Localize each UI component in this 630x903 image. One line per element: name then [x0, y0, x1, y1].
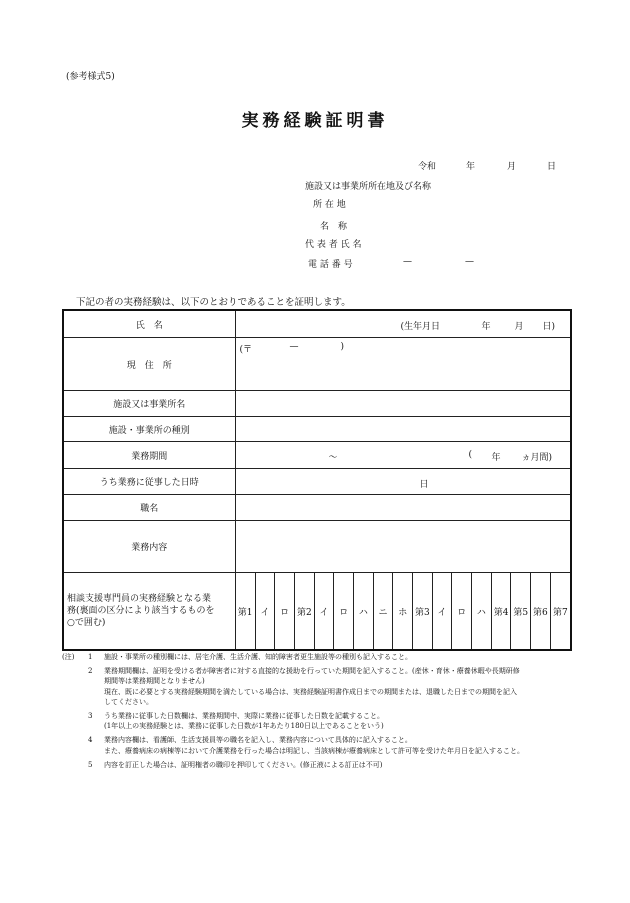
issuer-name-label: 名 称	[320, 222, 348, 232]
date-era: 令和	[418, 162, 437, 172]
date-month: 月	[507, 162, 517, 172]
period-tilde: 〜	[328, 453, 338, 463]
experience-label-line: ○で囲む)	[67, 618, 106, 628]
row-period	[63, 442, 571, 469]
note-line: 現在、既に必要とする実務経験期間を満たしている場合は、実務経験証明書作成日までの期間または、退職した日までの期間を記入	[104, 687, 517, 696]
days-label: うち業務に従事した日時	[63, 469, 235, 495]
dob-open: (生年月日	[400, 322, 441, 332]
days-unit: 日	[419, 480, 429, 490]
note-line: (1年以上の実務経験とは、業務に従事した日数が1年あたり180日以上であることをいう)	[104, 722, 384, 731]
facility-type-field[interactable]	[235, 417, 571, 442]
category-cell[interactable]: 第2	[295, 573, 315, 649]
category-cell[interactable]: 第6	[531, 573, 551, 649]
notes-heading: (注)	[62, 653, 75, 661]
name-field[interactable]	[235, 310, 571, 338]
duties-field[interactable]	[235, 521, 571, 573]
category-cell[interactable]: イ	[314, 573, 334, 649]
form-reference-label: (参考様式5)	[66, 72, 115, 82]
row-facility-name	[63, 391, 571, 417]
dob-year: 年	[481, 322, 491, 332]
experience-label-line: 相談支援専門員の実務経験となる業	[67, 594, 212, 604]
postal-dash: —	[289, 342, 299, 352]
experience-label	[63, 573, 235, 651]
category-cell[interactable]: イ	[432, 573, 452, 649]
row-experience	[63, 573, 571, 651]
address-field[interactable]	[235, 338, 571, 391]
category-cell[interactable]: ハ	[472, 573, 492, 649]
row-days	[63, 469, 571, 495]
category-cell[interactable]: ホ	[393, 573, 413, 649]
note-line: 業務内容欄は、看護師、生活支援員等の職名を記入し、業務内容について具体的に記入すること。	[104, 736, 412, 745]
category-cell[interactable]: ハ	[354, 573, 374, 649]
row-facility-type	[63, 417, 571, 442]
period-year: 年	[491, 453, 501, 463]
period-open: (	[468, 450, 473, 460]
document-title: 実務経験証明書	[241, 111, 389, 131]
category-cell[interactable]: 第3	[413, 573, 433, 649]
postal-open: (〒	[239, 345, 253, 355]
phone-label: 電 話 番 号	[308, 260, 353, 270]
category-cell[interactable]: ロ	[452, 573, 472, 649]
row-duties	[63, 521, 571, 573]
issuer-address-label: 所 在 地	[313, 200, 346, 210]
date-year: 年	[466, 162, 476, 172]
note-line: 業務期間欄は、証明を受ける者が障害者に対する直接的な援助を行っていた期間を記入すること。(産休・育休・療養休暇や長期研修	[104, 667, 520, 676]
note-line: また、療養病床の病棟等において介護業務を行った場合は明記し、当該病棟が療養病床として許可等を受けた年月日を記入すること。	[104, 746, 524, 755]
dob-day: 日)	[542, 322, 556, 332]
period-label: 業務期間	[63, 442, 235, 469]
category-cell[interactable]: 第4	[491, 573, 511, 649]
note-number: 3	[88, 711, 93, 720]
experience-label-line: 務(裏面の区分により該当するものを	[67, 606, 215, 616]
duties-label: 業務内容	[63, 521, 235, 573]
note-line: うち業務に従事した日数欄は、業務期間中、実際に業務に従事した日数を記載すること。	[104, 711, 384, 720]
days-field[interactable]	[235, 469, 571, 495]
category-cell[interactable]: イ	[255, 573, 275, 649]
facility-name-label: 施設又は事業所名	[63, 391, 235, 417]
facility-name-field[interactable]	[235, 391, 571, 417]
row-position	[63, 495, 571, 521]
period-months: ヵ月間)	[521, 453, 553, 463]
note-line: 内容を訂正した場合は、証明権者の職印を押印してください。(修正液による訂正は不可)	[104, 760, 383, 769]
dob-month: 月	[514, 322, 524, 332]
row-name	[63, 310, 571, 338]
certification-sentence: 下記の者の実務経験は、以下のとおりであることを証明します。	[76, 297, 351, 308]
facility-heading: 施設又は事業所所在地及び名称	[305, 182, 432, 192]
category-cell[interactable]: ロ	[275, 573, 295, 649]
note-line: してください。	[104, 697, 153, 706]
phone-dash-2: —	[465, 257, 474, 267]
category-cell[interactable]: ニ	[373, 573, 393, 649]
category-cell[interactable]: 第1	[237, 607, 253, 618]
facility-type-label: 施設・事業所の種別	[63, 417, 235, 442]
postal-close: )	[340, 342, 345, 352]
category-cell[interactable]: 第7	[550, 573, 570, 649]
experience-categories	[235, 573, 571, 651]
experience-table	[62, 309, 572, 651]
position-label: 職名	[63, 495, 235, 521]
phone-dash-1: —	[403, 257, 412, 267]
representative-label: 代 表 者 氏 名	[305, 240, 362, 250]
note-line: 期間等は業務期間となりません)	[104, 677, 205, 686]
note-line: 施設・事業所の種別欄には、居宅介護、生活介護、知的障害者更生施設等の種別も記入すること。	[104, 653, 412, 661]
note-number: 5	[88, 760, 93, 769]
position-field[interactable]	[235, 495, 571, 521]
category-cell[interactable]: 第5	[511, 573, 531, 649]
name-label: 氏 名	[63, 310, 235, 338]
note-number: 1	[88, 653, 93, 661]
address-label: 現 住 所	[63, 338, 235, 391]
note-number: 2	[88, 667, 93, 676]
note-number: 4	[88, 736, 93, 745]
period-field[interactable]	[235, 442, 571, 469]
date-day: 日	[547, 162, 557, 172]
category-cell[interactable]: ロ	[334, 573, 354, 649]
notes-section	[62, 652, 582, 770]
row-address	[63, 338, 571, 391]
